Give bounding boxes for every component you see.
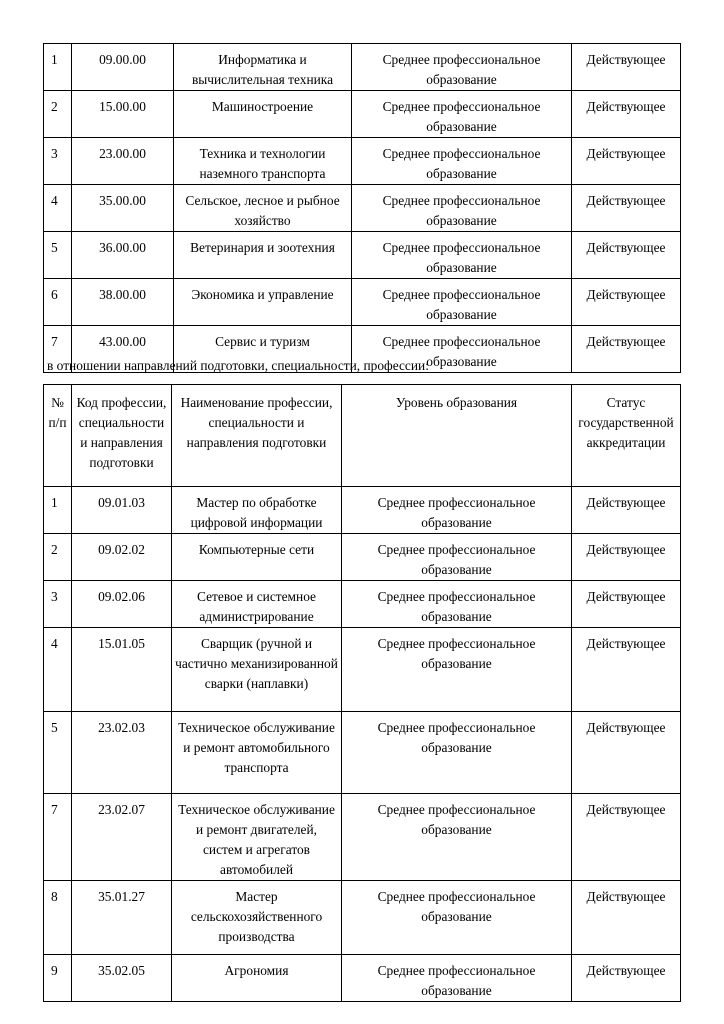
row-number: 3 xyxy=(44,138,72,185)
name-cell: Ветеринария и зоотехния xyxy=(174,232,352,279)
code-cell: 09.00.00 xyxy=(72,44,174,91)
level-cell: Среднее профессиональное образование xyxy=(352,326,572,373)
status-cell: Действующее xyxy=(572,712,681,794)
table-header-row xyxy=(44,385,681,487)
name-cell: Техника и технологии наземного транспорта xyxy=(174,138,352,185)
level-cell: Среднее профессиональное образование xyxy=(342,955,572,1002)
name-cell: Сварщик (ручной и частично механизированной сварки (наплавки) xyxy=(172,628,342,712)
code-cell: 43.00.00 xyxy=(72,326,174,373)
level-cell: Среднее профессиональное образование xyxy=(352,232,572,279)
row-number: 1 xyxy=(44,487,72,534)
table-row xyxy=(44,794,681,881)
row-number: 7 xyxy=(44,326,72,373)
table-row xyxy=(44,881,681,955)
table-row xyxy=(44,581,681,628)
code-cell: 35.01.27 xyxy=(72,881,172,955)
level-cell: Среднее профессиональное образование xyxy=(342,712,572,794)
row-number: 3 xyxy=(44,581,72,628)
level-cell: Среднее профессиональное образование xyxy=(342,534,572,581)
name-cell: Машиностроение xyxy=(174,91,352,138)
row-number: 6 xyxy=(44,279,72,326)
header-name: Наименование профессии, специальности и направления подготовки xyxy=(172,385,342,487)
code-cell: 09.02.02 xyxy=(72,534,172,581)
level-cell: Среднее профессиональное образование xyxy=(352,185,572,232)
row-number: 4 xyxy=(44,628,72,712)
header-code: Код профессии, специальности и направления подготовки xyxy=(72,385,172,487)
status-cell: Действующее xyxy=(572,279,681,326)
table-row xyxy=(44,44,681,91)
level-cell: Среднее профессиональное образование xyxy=(342,581,572,628)
row-number: 5 xyxy=(44,712,72,794)
code-cell: 23.00.00 xyxy=(72,138,174,185)
level-cell: Среднее профессиональное образование xyxy=(352,91,572,138)
table-row xyxy=(44,487,681,534)
table-row xyxy=(44,232,681,279)
accreditation-programs-table xyxy=(43,384,681,1002)
status-cell: Действующее xyxy=(572,185,681,232)
name-cell: Экономика и управление xyxy=(174,279,352,326)
code-cell: 23.02.07 xyxy=(72,794,172,881)
header-level: Уровень образования xyxy=(342,385,572,487)
level-cell: Среднее профессиональное образование xyxy=(342,794,572,881)
status-cell: Действующее xyxy=(572,232,681,279)
level-cell: Среднее профессиональное образование xyxy=(352,279,572,326)
code-cell: 38.00.00 xyxy=(72,279,174,326)
name-cell: Мастер сельскохозяйственного производства xyxy=(172,881,342,955)
level-cell: Среднее профессиональное образование xyxy=(352,138,572,185)
row-number: 8 xyxy=(44,881,72,955)
code-cell: 09.02.06 xyxy=(72,581,172,628)
status-cell: Действующее xyxy=(572,955,681,1002)
code-cell: 35.02.05 xyxy=(72,955,172,1002)
name-cell: Техническое обслуживание и ремонт двигателей, систем и агрегатов автомобилей xyxy=(172,794,342,881)
code-cell: 35.00.00 xyxy=(72,185,174,232)
code-cell: 36.00.00 xyxy=(72,232,174,279)
status-cell: Действующее xyxy=(572,138,681,185)
status-cell: Действующее xyxy=(572,487,681,534)
accreditation-groups-table xyxy=(43,43,681,373)
header-number: № п/п xyxy=(44,385,72,487)
status-cell: Действующее xyxy=(572,794,681,881)
name-cell: Сетевое и системное администрирование xyxy=(172,581,342,628)
name-cell: Техническое обслуживание и ремонт автомобильного транспорта xyxy=(172,712,342,794)
table-row xyxy=(44,91,681,138)
level-cell: Среднее профессиональное образование xyxy=(342,881,572,955)
row-number: 4 xyxy=(44,185,72,232)
table-row xyxy=(44,534,681,581)
table-row xyxy=(44,712,681,794)
status-cell: Действующее xyxy=(572,628,681,712)
status-cell: Действующее xyxy=(572,534,681,581)
level-cell: Среднее профессиональное образование xyxy=(342,628,572,712)
table-row xyxy=(44,185,681,232)
row-number: 1 xyxy=(44,44,72,91)
name-cell: Сельское, лесное и рыбное хозяйство xyxy=(174,185,352,232)
row-number: 5 xyxy=(44,232,72,279)
table-row xyxy=(44,628,681,712)
row-number: 2 xyxy=(44,91,72,138)
level-cell: Среднее профессиональное образование xyxy=(352,44,572,91)
status-cell: Действующее xyxy=(572,326,681,373)
status-cell: Действующее xyxy=(572,581,681,628)
row-number: 2 xyxy=(44,534,72,581)
code-cell: 23.02.03 xyxy=(72,712,172,794)
table-row xyxy=(44,138,681,185)
row-number: 9 xyxy=(44,955,72,1002)
code-cell: 09.01.03 xyxy=(72,487,172,534)
name-cell: Сервис и туризм xyxy=(174,326,352,373)
name-cell: Компьютерные сети xyxy=(172,534,342,581)
header-status: Статус государственной аккредитации xyxy=(572,385,681,487)
code-cell: 15.00.00 xyxy=(72,91,174,138)
intro-paragraph: в отношении направлений подготовки, специальности, профессии: xyxy=(47,358,429,373)
table-row xyxy=(44,279,681,326)
status-cell: Действующее xyxy=(572,44,681,91)
name-cell: Агрономия xyxy=(172,955,342,1002)
code-cell: 15.01.05 xyxy=(72,628,172,712)
status-cell: Действующее xyxy=(572,881,681,955)
name-cell: Информатика и вычислительная техника xyxy=(174,44,352,91)
name-cell: Мастер по обработке цифровой информации xyxy=(172,487,342,534)
row-number: 7 xyxy=(44,794,72,881)
status-cell: Действующее xyxy=(572,91,681,138)
table-row xyxy=(44,955,681,1002)
level-cell: Среднее профессиональное образование xyxy=(342,487,572,534)
